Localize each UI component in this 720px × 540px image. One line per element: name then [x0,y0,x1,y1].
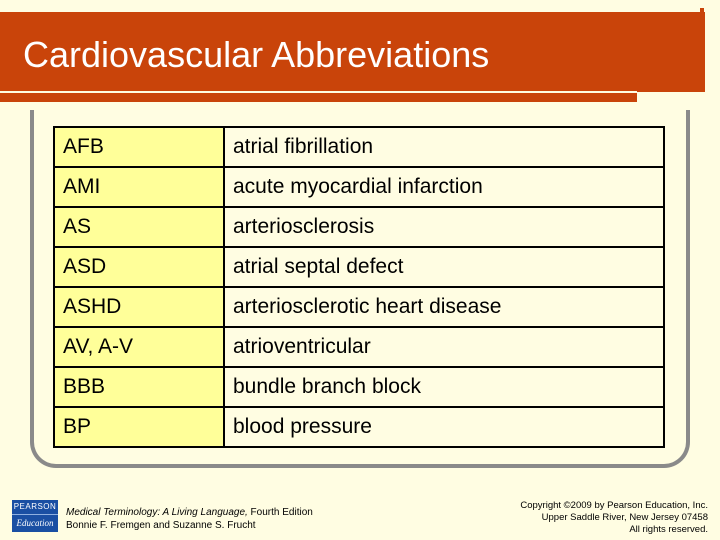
abbreviation-cell: ASD [54,247,224,287]
abbreviation-cell: BP [54,407,224,447]
table-row [54,287,664,327]
meaning-cell: blood pressure [224,407,664,447]
copyright-line: Copyright ©2009 by Pearson Education, Inc. [520,500,708,511]
meaning-cell: arteriosclerosis [224,207,664,247]
abbreviation-cell: AS [54,207,224,247]
meaning-cell: atrioventricular [224,327,664,367]
table-row [54,367,664,407]
book-citation [66,506,313,532]
meaning-cell: acute myocardial infarction [224,167,664,207]
table-row [54,127,664,167]
logo-top-text: PEARSON [12,500,58,515]
book-edition: Fourth Edition [247,507,313,518]
meaning-cell: bundle branch block [224,367,664,407]
logo-bottom-text: Education [16,518,54,528]
book-authors: Bonnie F. Fremgen and Suzanne S. Frucht [66,520,256,531]
meaning-cell: arteriosclerotic heart disease [224,287,664,327]
pearson-logo [12,500,58,532]
meaning-cell: atrial fibrillation [224,127,664,167]
table-row [54,407,664,447]
meaning-cell: atrial septal defect [224,247,664,287]
table-row [54,167,664,207]
abbreviation-cell: AMI [54,167,224,207]
book-title-line [66,506,313,519]
abbreviation-cell: BBB [54,367,224,407]
copyright-notice [520,500,708,536]
table-row [54,247,664,287]
copyright-line: All rights reserved. [629,524,708,535]
slide-title: Cardiovascular Abbreviations [23,34,490,75]
abbreviation-cell: ASHD [54,287,224,327]
abbreviation-table [53,126,665,448]
corner-accent [700,8,704,12]
title-divider [0,91,637,93]
title-bar-underline [0,92,637,102]
table-row [54,207,664,247]
abbreviation-cell: AV, A-V [54,327,224,367]
abbreviation-cell: AFB [54,127,224,167]
table-row [54,327,664,367]
copyright-line: Upper Saddle River, New Jersey 07458 [541,512,708,523]
book-title: Medical Terminology: A Living Language, [66,507,248,518]
